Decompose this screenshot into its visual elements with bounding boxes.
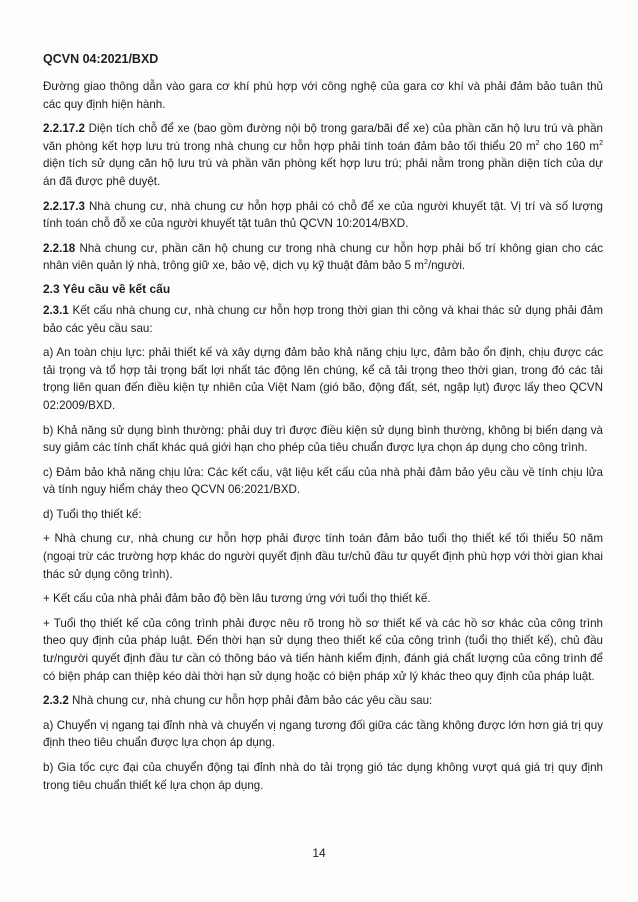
clause-2-2-17-3 [43,198,603,233]
clause-2-2-17-2 [43,120,603,190]
clause-text: Nhà chung cư, nhà chung cư hỗn hợp phải đảm bảo các yêu cầu sau: [68,694,433,708]
paragraph: Đường giao thông dẫn vào gara cơ khí phù hợp với công nghệ của gara cơ khí và phải đảm bảo tuân thủ các quy định hiện hành. [43,80,603,111]
superscript: 2 [423,259,428,267]
clause-text: Diện tích chỗ để xe (bao gồm đường nội bộ trong gara/bãi để xe) của phần căn hộ lưu trú và phần văn phòng kết hợp lưu trú trong nhà chung cư hỗn hợp phải tính toán đảm bảo tối thiểu 20 m [43,122,603,153]
superscript: 2 [599,139,603,147]
clause-number: 2.2.17.3 [43,199,85,213]
paragraph: b) Khả năng sử dụng bình thường: phải duy trì được điều kiện sử dụng bình thường, không bị biến dạng và suy giảm các tính chất khác quá giới hạn cho phép của tiêu chuẩn được lựa chọn áp dụng cho công trình. [43,423,603,455]
paragraph: a) Chuyển vị ngang tại đỉnh nhà và chuyển vị ngang tương đối giữa các tầng không được lớn hơn giá trị quy định theo tiêu chuẩn được lựa chọn áp dụng. [43,718,603,750]
clause-text: /người. [427,259,466,273]
paragraph: c) Đảm bảo khả năng chịu lửa: Các kết cấu, vật liệu kết cấu của nhà phải đảm bảo yêu cầu về tính chịu lửa và tính nguy hiểm cháy theo QCVN 06:2021/BXD. [43,465,603,497]
paragraph: + Tuổi thọ thiết kế của công trình phải được nêu rõ trong hồ sơ thiết kế và các hồ sơ khác của công trình theo quy định của pháp luật. Đến thời hạn sử dụng theo thiết kế của công trình (tuổi thọ thiết kế), chủ đầu tư/người quyết định đầu tư cần có thông báo và tiến hành kiểm định, đánh giá chất lượng của công trình để có biện pháp can thiệp kéo dài thời hạn sử dụng hoặc có biện pháp xử lý khác theo quy định của pháp luật. [43,616,603,683]
clause-text: Nhà chung cư, nhà chung cư hỗn hợp phải có chỗ để xe của người khuyết tật. Vị trí và số lượng tính toán chỗ đỗ xe của người khuyết tật tuân thủ QCVN 10:2014/BXD. [43,199,603,231]
document-page [43,52,603,801]
clause-2-3-1 [43,302,603,337]
clause-text: Nhà chung cư, phần căn hộ chung cư trong nhà chung cư hỗn hợp phải bố trí không gian cho các nhân viên quản lý nhà, trông giữ xe, bảo vệ, dịch vụ kỹ thuật đảm bảo 5 m [43,241,603,273]
paragraph: + Nhà chung cư, nhà chung cư hỗn hợp phải được tính toán đảm bảo tuổi thọ thiết kế tối thiểu 50 năm (ngoại trừ các trường hợp khác do người quyết định đầu tư/chủ đầu tư quyết định phù hợp với thời gian khai thác sử dụng công trình). [43,532,603,581]
paragraph: b) Gia tốc cực đại của chuyển động tại đỉnh nhà do tải trọng gió tác dụng không vượt quá giá trị quy định trong tiêu chuẩn thiết kế lựa chọn áp dụng. [43,761,603,792]
clause-number: 2.2.17.2 [43,122,85,136]
clause-2-2-18 [43,240,603,275]
paragraph: a) An toàn chịu lực: phải thiết kế và xây dựng đảm bảo khả năng chịu lực, đảm bảo ổn định, chịu được các tải trọng và tổ hợp tải trọng bất lợi nhất tác động lên chúng, kể cả tải trọng theo thời gian, trong đó các tải trọng liên quan đến điều kiện tự nhiên của Việt Nam (gió bão, động đất, sét, ngập lụt) được lấy theo QCVN 02:2009/BXD. [43,346,603,412]
clause-number: 2.2.18 [43,241,76,255]
document-header: QCVN 04:2021/BXD [43,52,159,66]
clause-text: cho 160 m [539,139,600,153]
clause-text: diện tích sử dụng căn hộ lưu trú và phần văn phòng kết hợp lưu trú; phải nằm trong phần diện tích của dự án đã được phê duyệt. [43,157,603,188]
superscript: 2 [535,139,540,147]
paragraph: d) Tuổi thọ thiết kế: [43,507,142,521]
page-number: 14 [312,846,326,860]
clause-number: 2.3.1 [43,303,69,317]
section-heading: 2.3 Yêu cầu về kết cấu [43,281,171,296]
clause-number: 2.3.2 [43,694,69,708]
paragraph: + Kết cấu của nhà phải đảm bảo độ bền lâu tương ứng với tuổi thọ thiết kế. [43,592,431,606]
clause-2-3-2 [43,692,603,710]
clause-text: Kết cấu nhà chung cư, nhà chung cư hỗn hợp trong thời gian thi công và khai thác sử dụng phải đảm bảo các yêu cầu sau: [43,303,603,335]
